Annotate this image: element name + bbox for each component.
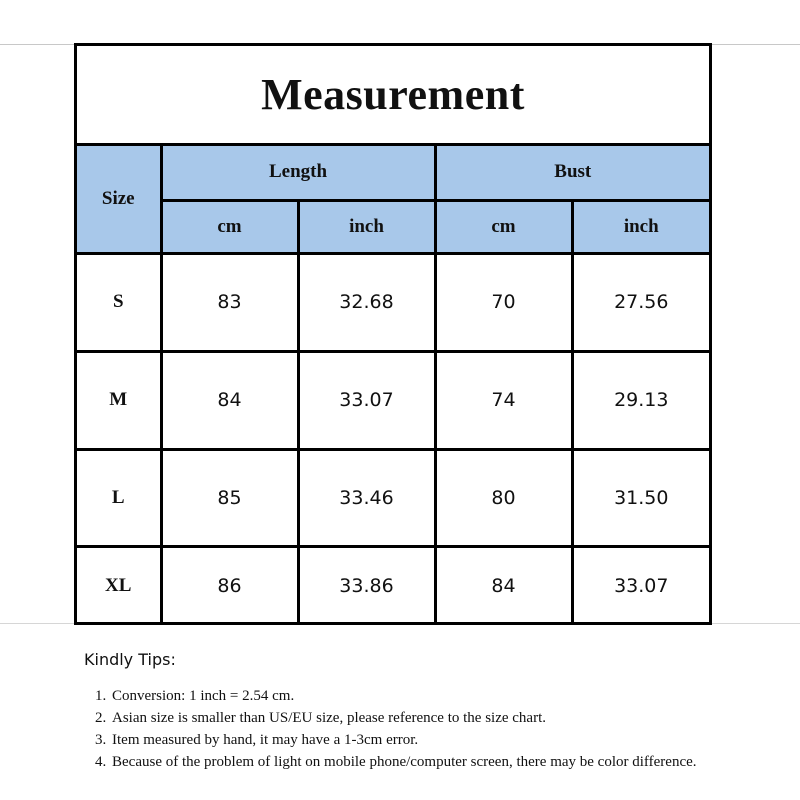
bust-inch-header: inch: [572, 200, 709, 253]
tips-list: [84, 685, 724, 773]
length-inch-cell: 33.46: [298, 449, 435, 546]
chart-title: Measurement: [77, 46, 709, 146]
table-row: [77, 546, 709, 625]
size-header: Size: [77, 146, 161, 253]
bust-cm-cell: 70: [435, 253, 572, 351]
size-cell: XL: [77, 546, 161, 625]
length-inch-cell: 33.86: [298, 546, 435, 625]
table-row: [77, 253, 709, 351]
table-row: [77, 351, 709, 449]
length-inch-header: inch: [298, 200, 435, 253]
unit-row: [77, 200, 709, 253]
table-row: [77, 449, 709, 546]
bust-cm-header: cm: [435, 200, 572, 253]
tip-item: 1. Conversion: 1 inch = 2.54 cm.: [110, 685, 724, 707]
bust-inch-cell: 31.50: [572, 449, 709, 546]
header-row: [77, 146, 709, 200]
bust-inch-cell: 29.13: [572, 351, 709, 449]
bust-inch-cell: 33.07: [572, 546, 709, 625]
length-cm-cell: 86: [161, 546, 298, 625]
tip-item: 2. Asian size is smaller than US/EU size, please reference to the size chart.: [110, 707, 724, 729]
bust-cm-cell: 74: [435, 351, 572, 449]
size-chart: [74, 43, 712, 625]
size-cell: L: [77, 449, 161, 546]
guide-line: [0, 44, 74, 45]
tip-item: 3. Item measured by hand, it may have a 1-3cm error.: [110, 729, 724, 751]
bust-cm-cell: 84: [435, 546, 572, 625]
length-cm-cell: 83: [161, 253, 298, 351]
tips-title: Kindly Tips:: [84, 650, 176, 669]
length-cm-header: cm: [161, 200, 298, 253]
bust-inch-cell: 27.56: [572, 253, 709, 351]
size-cell: S: [77, 253, 161, 351]
length-cm-cell: 85: [161, 449, 298, 546]
length-inch-cell: 32.68: [298, 253, 435, 351]
tip-item: 4. Because of the problem of light on mobile phone/computer screen, there may be color difference.: [110, 751, 724, 773]
size-cell: M: [77, 351, 161, 449]
bust-cm-cell: 80: [435, 449, 572, 546]
length-cm-cell: 84: [161, 351, 298, 449]
bust-header: Bust: [435, 146, 709, 200]
length-inch-cell: 33.07: [298, 351, 435, 449]
size-table: [77, 146, 709, 625]
length-header: Length: [161, 146, 435, 200]
guide-line: [712, 44, 800, 45]
tips-section: [84, 650, 724, 773]
